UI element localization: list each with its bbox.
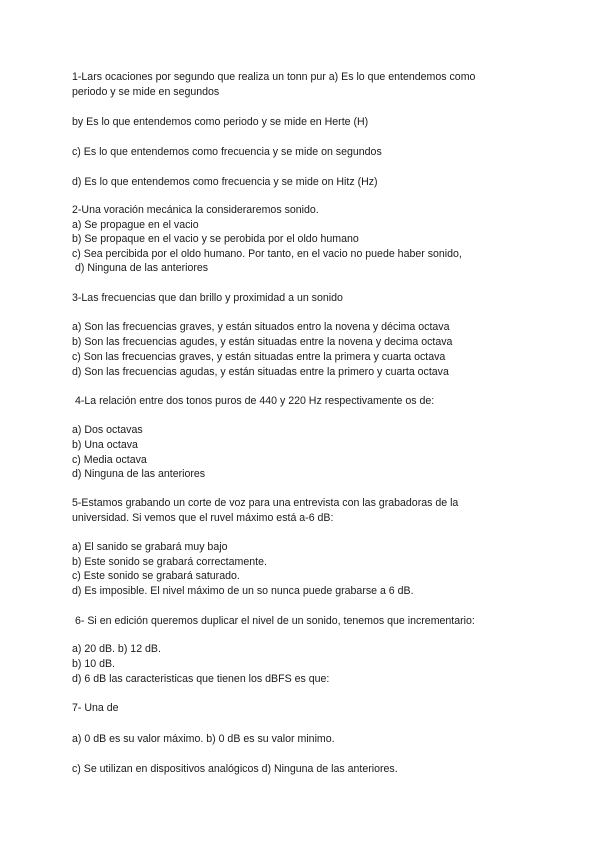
q3-option-c: c) Son las frecuencias graves, y están situadas entre la primera y cuarta octava <box>72 351 446 363</box>
q4-option-b: b) Una octava <box>72 439 138 451</box>
q4-option-c: c) Media octava <box>72 454 147 466</box>
q2-question: 2-Una voración mecánica la consideraremos sonido. <box>72 204 319 216</box>
q3-question: 3-Las frecuencias que dan brillo y proximidad a un sonido <box>72 292 343 304</box>
q2-option-a: a) Se propague en el vacio <box>72 219 199 231</box>
q7-option-ab: a) 0 dB es su valor máximo. b) 0 dB es su valor minimo. <box>72 733 335 745</box>
q5-option-d: d) Es imposible. El nivel máximo de un so nunca puede grabarse a 6 dB. <box>72 585 414 597</box>
q1-line-1: 1-Lars ocaciones por segundo que realiza un tonn pur a) Es lo que entendemos como <box>72 71 476 83</box>
q3-option-a: a) Son las frecuencias graves, y están situados entro la novena y décima octava <box>72 321 450 333</box>
q1-option-b: by Es lo que entendemos como periodo y se mide en Herte (H) <box>72 116 369 128</box>
q5-line-2: universidad. Si vemos que el ruvel máximo está a-6 dB: <box>72 512 334 524</box>
q5-line-1: 5-Estamos grabando un corte de voz para una entrevista con las grabadoras de la <box>72 497 459 509</box>
q4-question: 4-La relación entre dos tonos puros de 440 y 220 Hz respectivamente os de: <box>75 395 435 407</box>
q5-option-a: a) El sanido se grabará muy bajo <box>72 541 228 553</box>
q5-option-c: c) Este sonido se grabará saturado. <box>72 570 240 582</box>
q3-option-d: d) Son las frecuencias agudas, y están situadas entre la primero y cuarta octava <box>72 366 449 378</box>
q7-option-cd: c) Se utilizan en dispositivos analógicos d) Ninguna de las anteriores. <box>72 763 398 775</box>
q7-question: 7- Una de <box>72 702 119 714</box>
q4-option-d: d) Ninguna de las anteriores <box>72 468 206 480</box>
q6-question: 6- Si en edición queremos duplicar el nivel de un sonido, tenemos que incrementario: <box>75 615 475 627</box>
q1-option-d: d) Es lo que entendemos como frecuencia y se mide on Hitz (Hz) <box>72 176 378 188</box>
q6-option-d: d) 6 dB las caracteristicas que tienen los dBFS es que: <box>72 673 330 685</box>
q1-option-c: c) Es lo que entendemos como frecuencia y se mide on segundos <box>72 146 382 158</box>
q1-line-2: periodo y se mide en segundos <box>72 86 220 98</box>
q6-option-b: b) 10 dB. <box>72 658 115 670</box>
q3-option-b: b) Son las frecuencias agudes, y están situadas entre la novena y decima octava <box>72 336 453 348</box>
q5-option-b: b) Este sonido se grabará correctamente. <box>72 556 267 568</box>
q6-option-ab: a) 20 dB. b) 12 dB. <box>72 643 161 655</box>
q2-option-c: c) Sea percibida por el oldo humano. Por tanto, en el vacio no puede haber sonido, <box>72 248 462 260</box>
q4-option-a: a) Dos octavas <box>72 424 143 436</box>
q2-option-b: b) Se propaque en el vacio y se perobida por el oldo humano <box>72 233 359 245</box>
q2-option-d: d) Ninguna de las anteriores <box>75 262 209 274</box>
